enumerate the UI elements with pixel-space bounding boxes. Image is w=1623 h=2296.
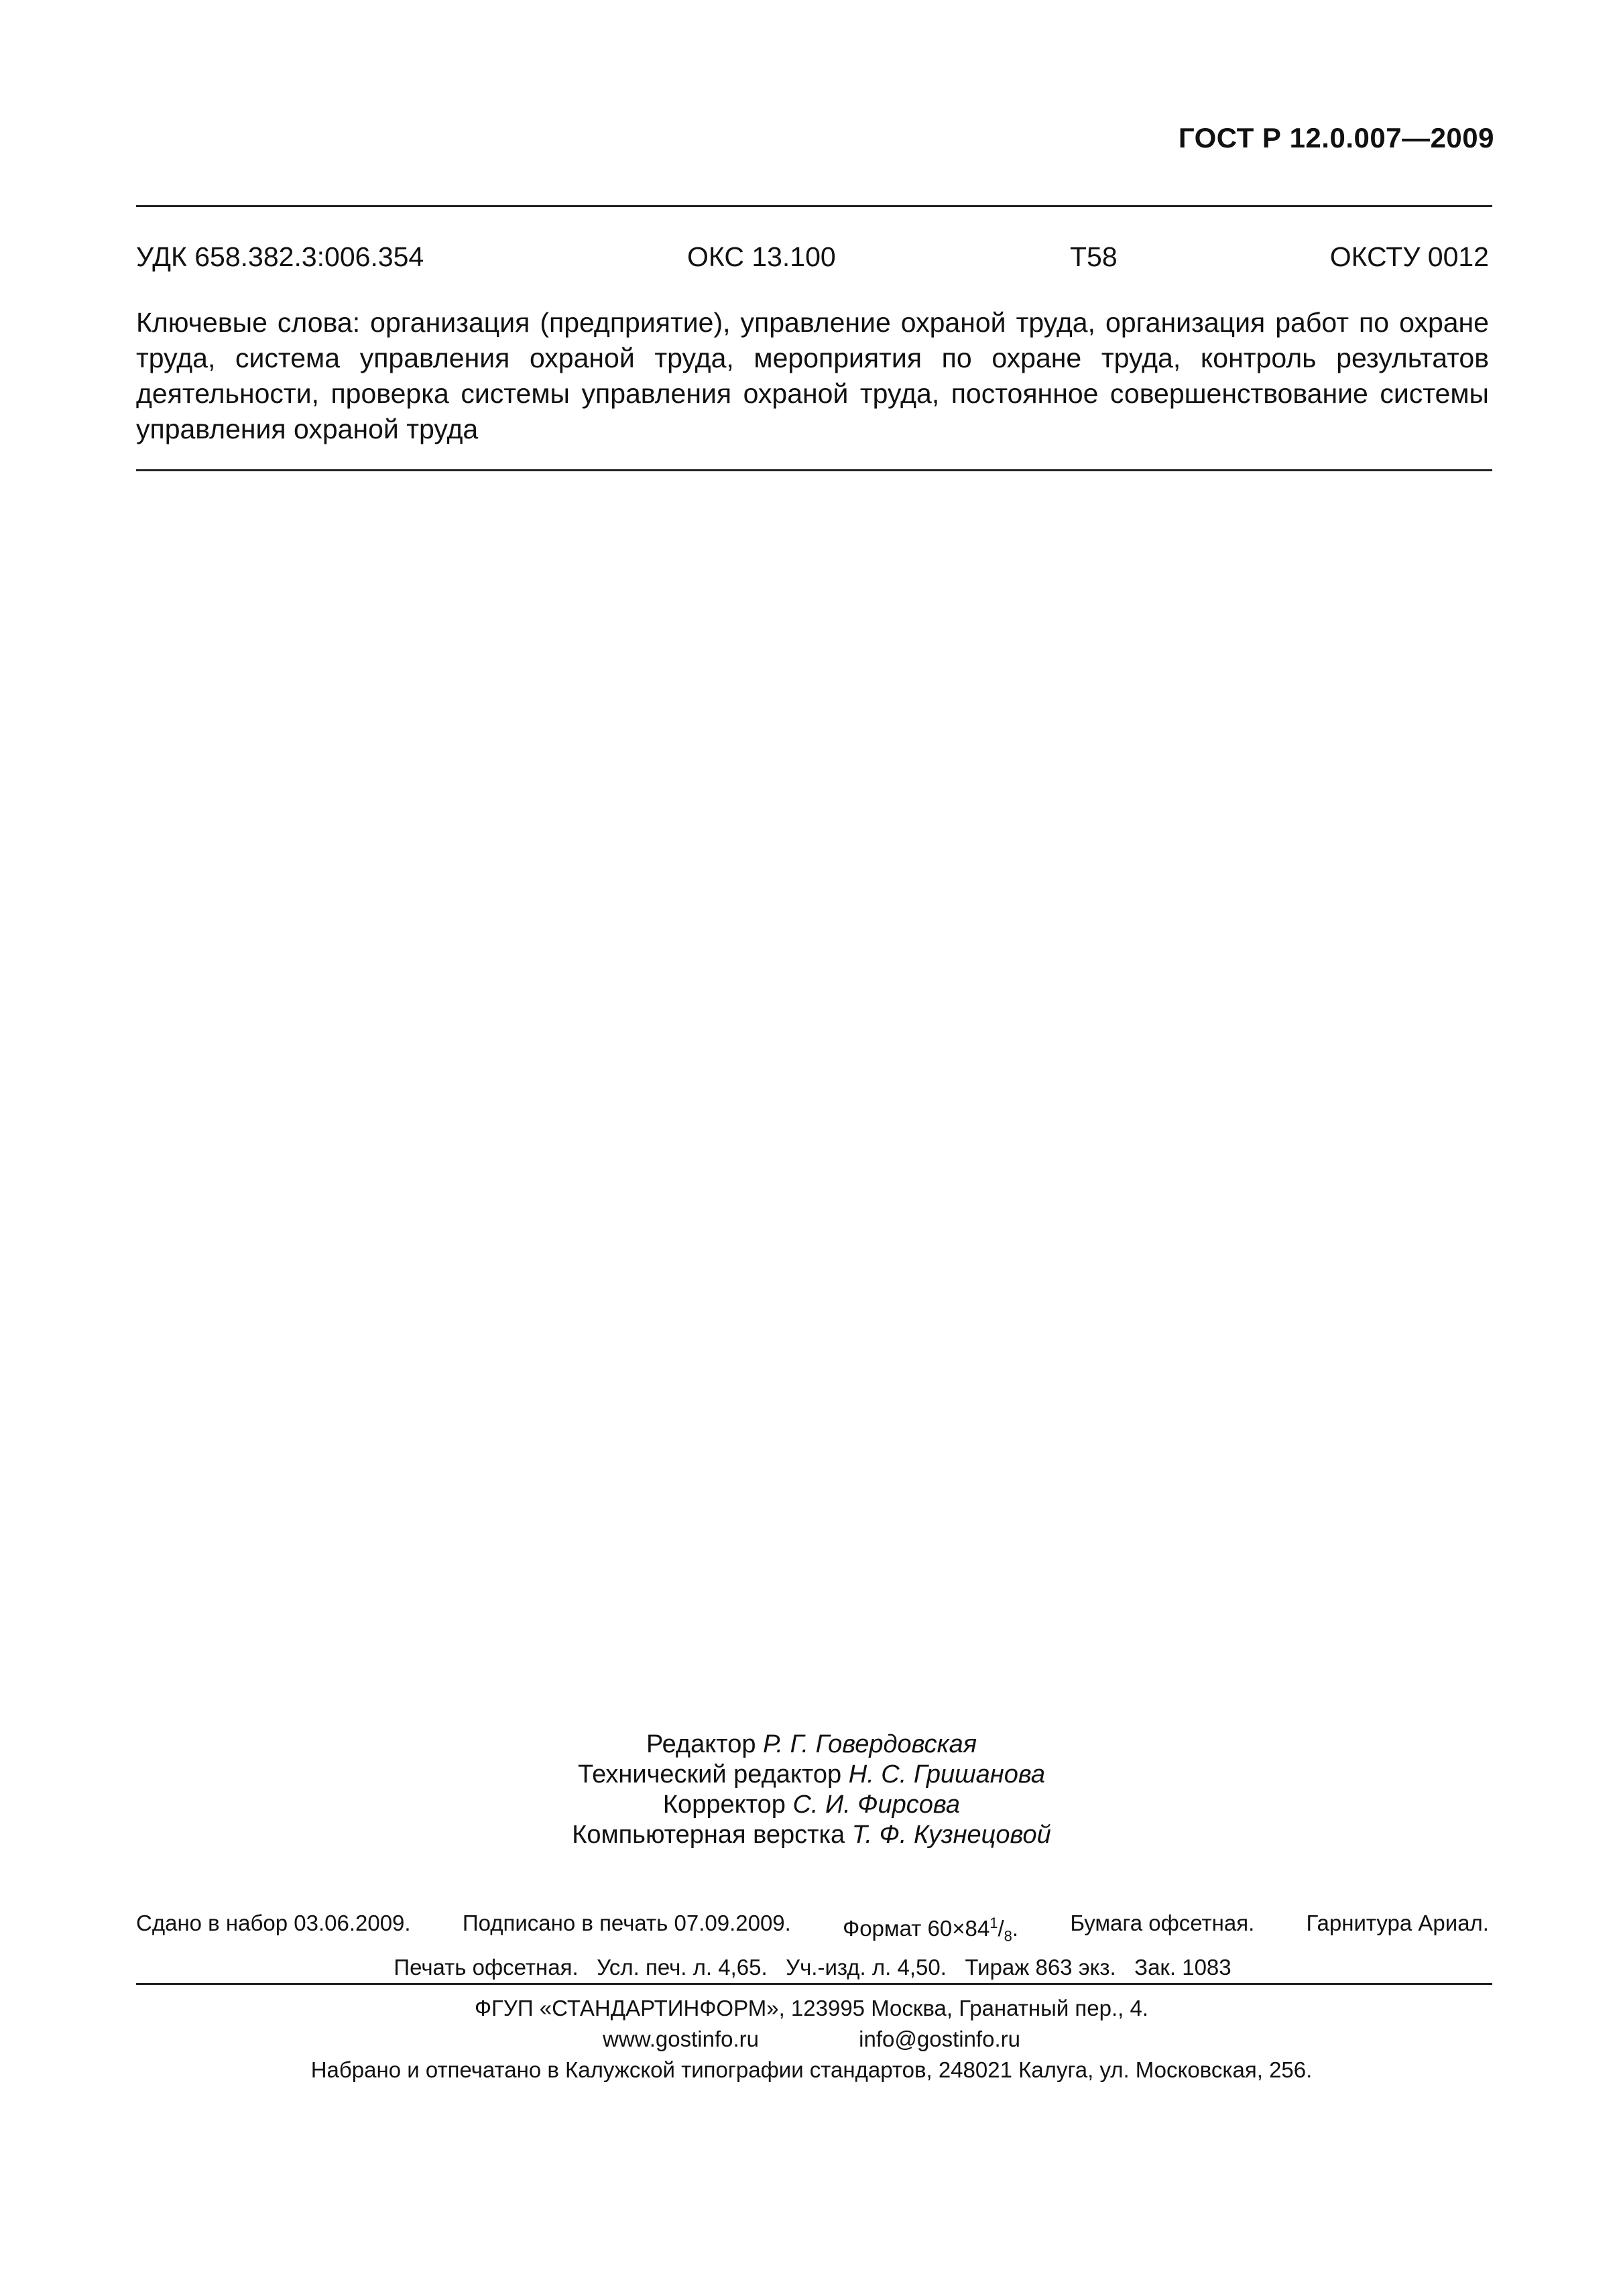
format-denominator: 8 [1004,1927,1012,1945]
format-numerator: 1 [989,1915,998,1931]
paper-type: Бумага офсетная. [1070,1911,1255,1935]
printing-house: Набрано и отпечатано в Калужской типографии стандартов, 248021 Калуга, ул. Московская, 256. [310,2057,1313,2082]
staff-role: Корректор [662,1791,786,1819]
staff-name: С. И. Фирсова [792,1791,961,1819]
format-suffix: . [1012,1916,1019,1941]
publisher-divider [136,1983,1492,1985]
staff-role: Технический редактор [577,1760,842,1789]
classification-row [136,241,1489,282]
typeface: Гарнитура Ариал. [1306,1911,1489,1935]
staff-role: Компьютерная верстка [572,1821,845,1849]
format [843,1908,1018,1952]
signed-date: Подписано в печать 07.09.2009. [462,1911,791,1935]
staff-line-layout [0,1820,1623,1850]
udk-code: УДК 658.382.3:006.354 [136,241,424,272]
print-info [136,1908,1489,1983]
print-info-line-2: Печать офсетная. Усл. печ. л. 4,65. Уч.-изд. л. 4,50. Тираж 863 экз. Зак. 1083 [394,1954,1231,1980]
top-divider [136,205,1492,207]
publisher-address: ФГУП «СТАНДАРТИНФОРМ», 123995 Москва, Гранатный пер., 4. [474,1996,1149,2020]
format-separator: / [998,1916,1004,1941]
format-prefix: Формат 60×84 [843,1916,990,1941]
print-info-line-1 [136,1908,1489,1952]
staff-credits [0,1730,1623,1850]
t-code: Т58 [1070,241,1118,272]
document-code: ГОСТ Р 12.0.007—2009 [1178,122,1494,154]
email-link[interactable]: info@gostinfo.ru [859,2027,1020,2051]
staff-name: Н. С. Гришанова [848,1760,1045,1789]
staff-line-editor [0,1730,1623,1760]
staff-role: Редактор [646,1730,756,1758]
staff-name: Т. Ф. Кузнецовой [851,1821,1051,1849]
staff-line-tech-editor [0,1760,1623,1790]
staff-name: Р. Г. Говердовская [763,1730,977,1758]
website-link[interactable]: www.gostinfo.ru [603,2027,759,2051]
oks-code: ОКС 13.100 [687,241,836,272]
staff-line-corrector [0,1790,1623,1820]
publisher-info [0,1993,1623,2086]
publisher-contacts [556,2024,1067,2055]
okstu-code: ОКСТУ 0012 [1329,241,1489,272]
keywords-paragraph: Ключевые слова: организация (предприятие), управление охраной труда, организация работ по охране труда, система управления охраной труда, мероприятия по охране труда, контроль результатов деятельности, проверка системы управления охраной труда, постоянное совершенствование системы управления охраной труда [136,307,1489,444]
keywords-divider [136,469,1492,471]
submitted-date: Сдано в набор 03.06.2009. [136,1911,411,1935]
